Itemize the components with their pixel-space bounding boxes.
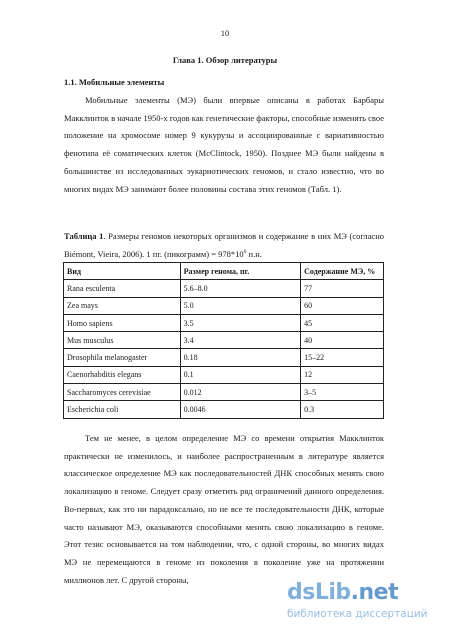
cell-species: Rana esculenta — [64, 280, 181, 297]
dslib-logo-domain: .net — [350, 580, 399, 605]
cell-species: Caenorhabditis elegans — [64, 366, 181, 383]
paragraph-intro — [64, 92, 384, 198]
cell-species: Drosophila melanogaster — [64, 349, 181, 366]
cell-species: Mus musculus — [64, 332, 181, 349]
cell-genome-size: 3.4 — [180, 332, 301, 349]
table-row — [64, 349, 384, 366]
column-header-genome-size: Размер генома, пг. — [180, 263, 301, 280]
dslib-logo — [287, 580, 398, 605]
table-row — [64, 384, 384, 401]
paragraph-definition-text: Тем не менее, в целом определение МЭ со времени открытия Макклинток практически не изменилось, и наиболее распространенным в литературе является классическое определение МЭ как последовательностей ДНК способных менять свою локализацию в геноме. Следует сразу отметить ряд ограничений данного определения. Во-первых, как это ни парадоксально, но не все те последовательности ДНК, которые часто называют МЭ, оказываются способными менять свою локализацию в геноме. Этот тезис основывается на том наблюдении, что, с одной стороны, во многих видах МЭ не перемещаются в геноме из поколения в поколение уже на протяжении миллионов лет. С другой стороны, — [64, 433, 384, 585]
site-watermark — [287, 580, 447, 634]
table-row — [64, 401, 384, 418]
cell-genome-size: 5.6–8.0 — [180, 280, 301, 297]
cell-genome-size: 0.1 — [180, 366, 301, 383]
table-row — [64, 297, 384, 314]
cell-genome-size: 0.012 — [180, 384, 301, 401]
cell-genome-size: 0.0046 — [180, 401, 301, 418]
table-caption-unit: п.н. — [246, 248, 262, 259]
dslib-logo-name: dsLib — [287, 580, 351, 605]
table-caption-label: Таблица 1 — [64, 231, 104, 241]
table-caption-exponent: 6 — [243, 248, 247, 255]
cell-genome-size: 0.18 — [180, 349, 301, 366]
cell-genome-size: 5.0 — [180, 297, 301, 314]
cell-species: Saccharomyces cerevisiae — [64, 384, 181, 401]
chapter-title: Глава 1. Обзор литературы — [172, 55, 278, 65]
table-caption — [64, 228, 384, 263]
paragraph-intro-text: Мобильные элементы (МЭ) были впервые описаны в работах Барбары Макклинток в начале 1950-х годов как генетические факторы, способные изменять свое положение на хромосоме номер 9 кукурузы и ассоциированные с вариативностью фенотипа её соматических клеток (McClintock, 1950). Позднее МЭ были найдены в большинстве из исследованных эукариотических геномов, и стало известно, что во многих видах МЭ занимают более половины состава этих геномов (Табл. 1). — [64, 95, 384, 194]
cell-te-content: 0.3 — [301, 401, 384, 418]
cell-species: Zea mays — [64, 297, 181, 314]
paragraph-definition — [64, 430, 384, 589]
table-row — [64, 314, 384, 331]
table-header-row — [64, 263, 384, 280]
table-caption-text: . Размеры геномов некоторых организмов и содержание в них МЭ (согласно Biémont, Vieira, 2006). 1 пг. (пикограмм) = 978*10 — [64, 231, 385, 259]
section-title: 1.1. Мобильные элементы — [64, 77, 165, 87]
cell-te-content: 3–5 — [301, 384, 384, 401]
cell-species: Escherichia coli — [64, 401, 181, 418]
column-header-species: Вид — [64, 263, 181, 280]
cell-te-content: 12 — [301, 366, 384, 383]
genome-table — [63, 262, 384, 419]
cell-te-content: 40 — [301, 332, 384, 349]
table-row — [64, 332, 384, 349]
cell-te-content: 77 — [301, 280, 384, 297]
page-number: 10 — [220, 28, 230, 38]
cell-te-content: 15–22 — [301, 349, 384, 366]
cell-te-content: 45 — [301, 314, 384, 331]
cell-genome-size: 3.5 — [180, 314, 301, 331]
table-row — [64, 280, 384, 297]
dslib-tagline: библиотека диссертаций — [287, 608, 428, 620]
table-row — [64, 366, 384, 383]
cell-te-content: 60 — [301, 297, 384, 314]
column-header-te-content: Содержание МЭ, % — [301, 263, 384, 280]
cell-species: Homo sapiens — [64, 314, 181, 331]
